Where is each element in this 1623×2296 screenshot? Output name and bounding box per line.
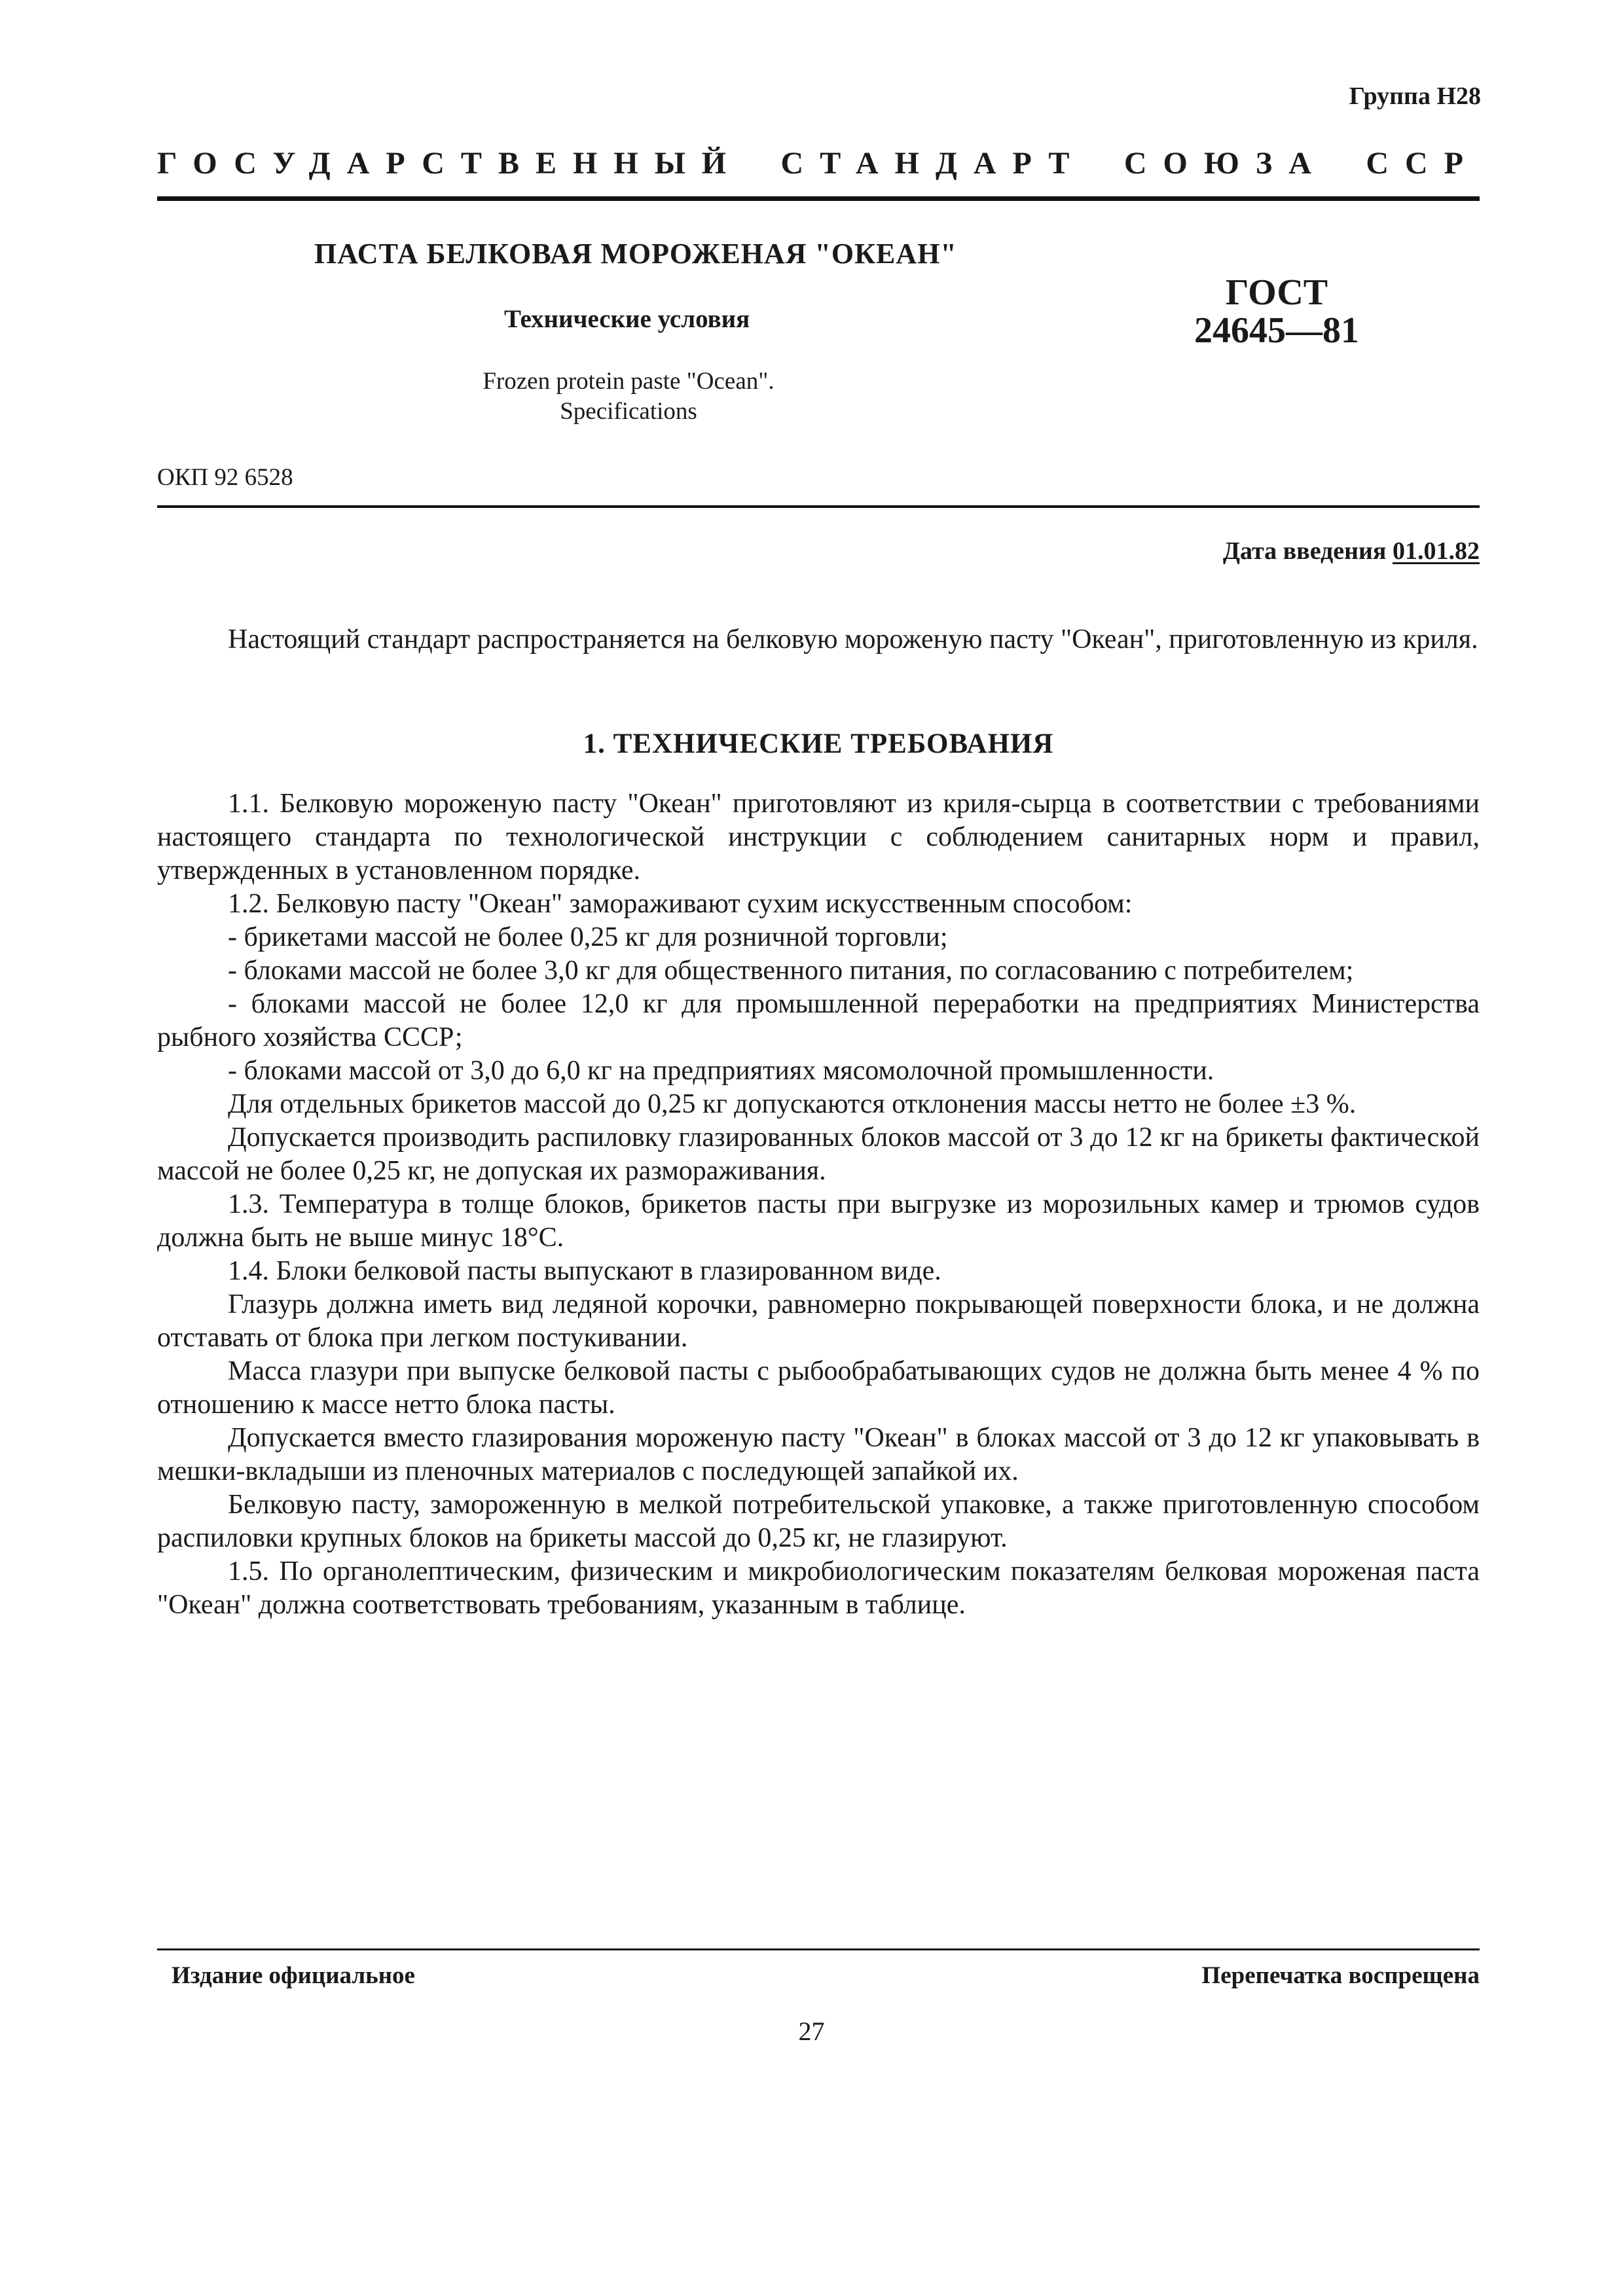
english-title-line2: Specifications <box>560 398 697 425</box>
paragraph-1-2: 1.2. Белковую пасту "Океан" замораживают сухим искусственным способом: <box>228 889 1133 919</box>
paragraph-1-4: 1.4. Блоки белковой пасты выпускают в глазированном виде. <box>228 1256 941 1286</box>
paragraph-mass-tolerance: Для отдельных брикетов массой до 0,25 кг допускаются отклонения массы нетто не более ±3 %. <box>228 1089 1357 1119</box>
list-item-briquettes: - брикетами массой не более 0,25 кг для розничной торговли; <box>228 922 948 952</box>
okp-code: ОКП 92 6528 <box>157 464 293 491</box>
group-label: Группа Н28 <box>1349 82 1481 110</box>
paragraph-sawing: Допускается производить распиловку глазированных блоков массой от 3 до 12 кг на брикеты фактической массой не более 0,25 кг, не допуская их размораживания. <box>157 1122 1480 1186</box>
document-title: ПАСТА БЕЛКОВАЯ МОРОЖЕНАЯ "ОКЕАН" <box>314 238 957 270</box>
introduction-date-value: 01.01.82 <box>1393 537 1480 565</box>
english-title-line1: Frozen protein paste "Ocean". <box>483 368 775 395</box>
section-heading: 1. ТЕХНИЧЕСКИЕ ТРЕБОВАНИЯ <box>583 728 1054 759</box>
official-edition-label: Издание официальное <box>172 1962 415 1989</box>
paragraph-no-glaze: Белковую пасту, замороженную в мелкой потребительской упаковке, а также приготовленную способом распиловки крупных блоков на брикеты массой до 0,25 кг, не глазируют. <box>157 1490 1480 1553</box>
gost-label: ГОСТ <box>1225 272 1328 313</box>
english-title <box>393 367 864 427</box>
footer-rule <box>157 1948 1480 1950</box>
list-item-blocks-dairy: - блоками массой от 3,0 до 6,0 кг на предприятиях мясомолочной промышленности. <box>228 1056 1214 1086</box>
paragraph-glaze: Глазурь должна иметь вид ледяной корочки, равномерно покрывающей поверхности блока, и не должна отставать от блока при легком постукивании. <box>157 1289 1480 1353</box>
gov-standard-title: ГОСУДАРСТВЕННЫЙ СТАНДАРТ СОЮЗА ССР <box>157 146 1480 181</box>
intro-paragraph: Настоящий стандарт распространяется на белковую мороженую пасту "Океан", приготовленную из криля. <box>228 624 1478 655</box>
paragraph-1-3: 1.3. Температура в толще блоков, брикетов пасты при выгрузке из морозильных камер и трюмов судов должна быть не выше минус 18°С. <box>157 1189 1480 1253</box>
paragraph-1-5: 1.5. По органолептическим, физическим и микробиологическим показателям белковая мороженая паста "Океан" должна соответствовать требованиям, указанным в таблице. <box>157 1556 1480 1620</box>
paragraph-packaging: Допускается вместо глазирования мороженую пасту "Океан" в блоках массой от 3 до 12 кг упаковывать в мешки-вкладыши из пленочных материалов с последующей запайкой их. <box>157 1423 1480 1486</box>
list-item-blocks-catering: - блоками массой не более 3,0 кг для общественного питания, по согласованию с потребителем; <box>228 956 1354 986</box>
header-rule <box>157 196 1480 201</box>
document-subtitle: Технические условия <box>504 305 750 333</box>
title-rule <box>157 505 1480 508</box>
introduction-date-label: Дата введения <box>1222 537 1387 565</box>
paragraph-1-1: 1.1. Белковую мороженую пасту "Океан" приготовляют из криля-сырца в соответствии с требованиями настоящего стандарта по технологической инструкции с соблюдением санитарных норм и правил, утвержденных в установленном порядке. <box>157 789 1480 886</box>
gost-number: 24645—81 <box>1194 310 1359 351</box>
gost-designation <box>1178 274 1375 350</box>
introduction-date <box>1223 537 1480 565</box>
intro-block <box>157 623 1480 656</box>
reprint-prohibited-label: Перепечатка воспрещена <box>1201 1962 1480 1989</box>
list-item-blocks-industry: - блоками массой не более 12,0 кг для промышленной переработки на предприятиях Министерства рыбного хозяйства СССР; <box>157 989 1480 1052</box>
paragraph-glaze-mass: Масса глазури при выпуске белковой пасты с рыбообрабатывающих судов не должна быть менее 4 % по отношению к массе нетто блока пасты. <box>157 1356 1480 1420</box>
page-number: 27 <box>798 2017 825 2046</box>
section-body <box>157 787 1480 1622</box>
